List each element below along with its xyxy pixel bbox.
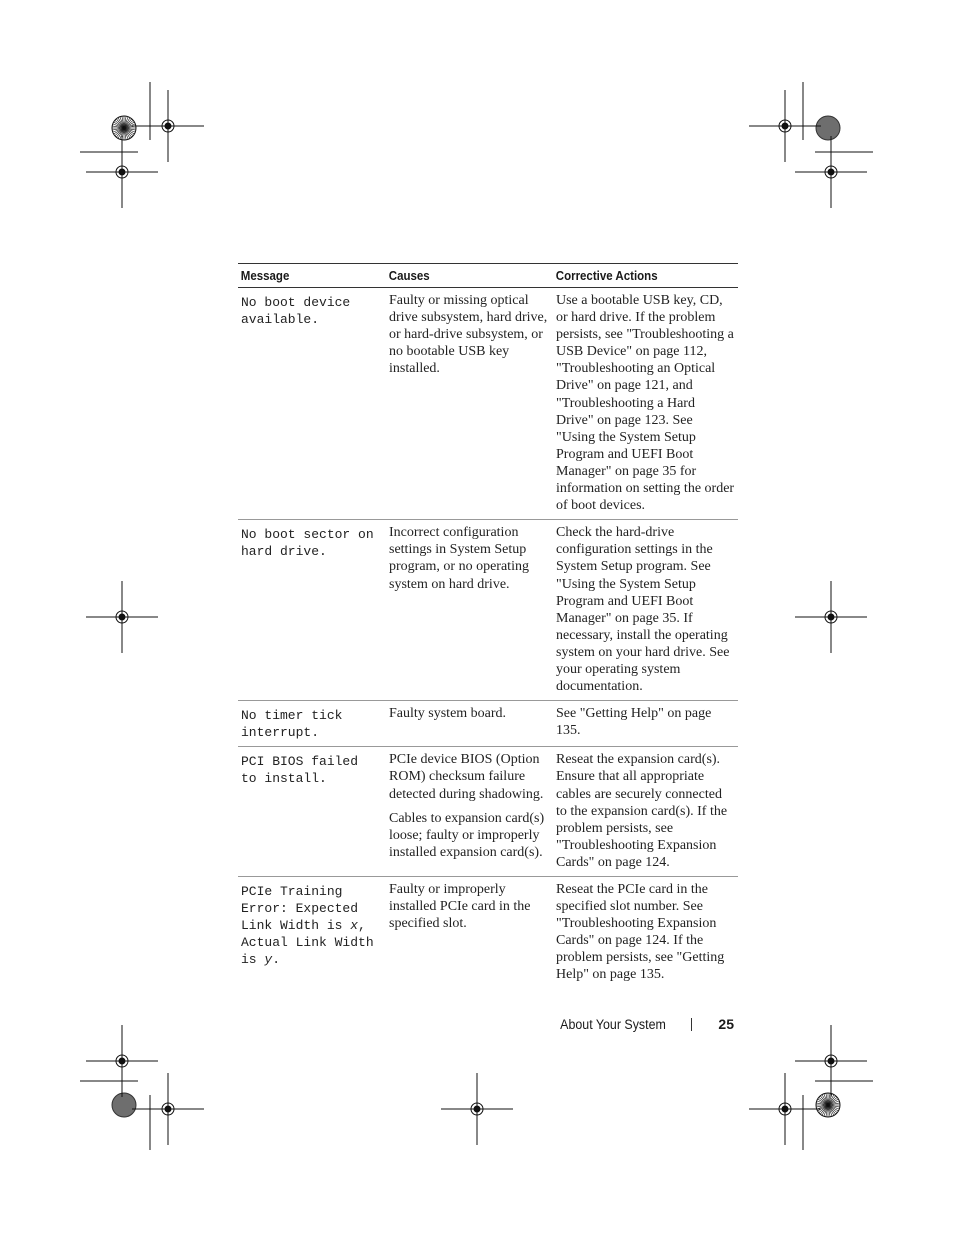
message-cell xyxy=(238,288,386,520)
table-row xyxy=(238,520,738,701)
table-header-row xyxy=(238,264,738,288)
variable-y: y xyxy=(264,952,273,968)
message-line: PCIe Training xyxy=(241,884,343,899)
causes-cell xyxy=(386,288,553,520)
message-line: Error: Expected xyxy=(241,901,359,917)
registration-mark-dot xyxy=(119,1058,125,1064)
registration-mark-dot xyxy=(119,169,125,175)
cause-text: Faulty system board. xyxy=(389,706,507,722)
actions-cell: Reseat the PCIe card in the specified slot number. See "Troubleshooting Expansion Cards" on page 124. If the problem persists, see "Getting Help" on page 135. xyxy=(556,882,725,983)
page-footer xyxy=(500,1015,736,1035)
cause-text: Incorrect configuration settings in System Setup program, or no operating system on hard drive. xyxy=(389,525,529,592)
registration-mark-dot xyxy=(782,123,788,129)
message-line: interrupt. xyxy=(241,725,320,741)
registration-mark-dot xyxy=(828,169,834,175)
table-row xyxy=(238,288,738,520)
causes-cell xyxy=(386,877,553,989)
registration-mark-dot xyxy=(828,1058,834,1064)
cause-text: PCIe device BIOS (Option ROM) checksum failure detected during shadowing. xyxy=(389,752,544,802)
message-line: Link Width is x, xyxy=(241,918,366,934)
message-cell xyxy=(238,877,386,989)
actions-cell: See "Getting Help" on page 135. xyxy=(553,701,738,747)
registration-mark-dot xyxy=(119,614,125,620)
column-header-corrective-actions: Corrective Actions xyxy=(553,264,723,288)
grey-disc-mark xyxy=(112,1093,136,1117)
table-row xyxy=(238,701,738,747)
footer-separator xyxy=(691,1018,692,1031)
message-line: available. xyxy=(241,312,320,328)
actions-cell: Check the hard-drive configuration settings in the System Setup program. See "Using the System Setup Program and UEFI Boot Manager" on page 35. If necessary, install the operating system on your hard drive. See your operating system documentation. xyxy=(553,520,738,701)
registration-mark-dot xyxy=(828,614,834,620)
message-line: to install. xyxy=(241,771,327,787)
actions-cell: Use a bootable USB key, CD, or hard drive. If the problem persists, see "Troubleshooting a USB Device" on page 112, "Troubleshooting an Optical Drive" on page 121, and "Troubleshooting a Hard Drive" on page 123. See "Using the System Setup Program and UEFI Boot Manager" on page 35 for information on setting the order of boot devices. xyxy=(553,288,738,520)
message-line: No boot device xyxy=(241,295,351,310)
variable-x: x xyxy=(350,918,359,934)
registration-mark-dot xyxy=(165,123,171,129)
actions-cell: Reseat the expansion card(s). Ensure that all appropriate cables are securely connected to the expansion card(s). If the problem persists, see "Troubleshooting Expansion Cards" on page 124. xyxy=(553,747,738,877)
message-line: hard drive. xyxy=(241,544,327,560)
table-row xyxy=(238,877,738,989)
message-line: Actual Link Width xyxy=(241,935,374,951)
message-line: PCI BIOS failed xyxy=(241,754,359,770)
causes-cell xyxy=(386,520,553,701)
table-row xyxy=(238,747,738,877)
message-line: No timer tick xyxy=(241,708,343,724)
footer-section-title: About Your System xyxy=(560,1017,666,1032)
registration-mark-dot xyxy=(474,1106,480,1112)
column-header-message: Message xyxy=(238,264,374,288)
cause-text: Faulty or improperly installed PCIe card in the specified slot. xyxy=(389,882,531,932)
cause-text: Faulty or missing optical drive subsystem, hard drive, or hard-drive subsystem, or no bootable USB key installed. xyxy=(389,293,548,377)
column-header-causes: Causes xyxy=(386,264,540,288)
causes-cell xyxy=(386,747,553,877)
cause-text: Cables to expansion card(s) loose; faulty or improperly installed expansion card(s). xyxy=(389,810,545,860)
message-cell xyxy=(238,747,386,877)
causes-cell xyxy=(386,701,553,747)
registration-mark-dot xyxy=(782,1106,788,1112)
registration-mark-dot xyxy=(165,1106,171,1112)
page-number: 25 xyxy=(718,1016,734,1032)
message-cell xyxy=(238,520,386,701)
message-cell xyxy=(238,701,386,747)
error-message-table xyxy=(238,263,738,989)
grey-disc-mark xyxy=(816,116,840,140)
message-line: is y. xyxy=(241,952,281,968)
message-line: No boot sector on xyxy=(241,527,374,543)
